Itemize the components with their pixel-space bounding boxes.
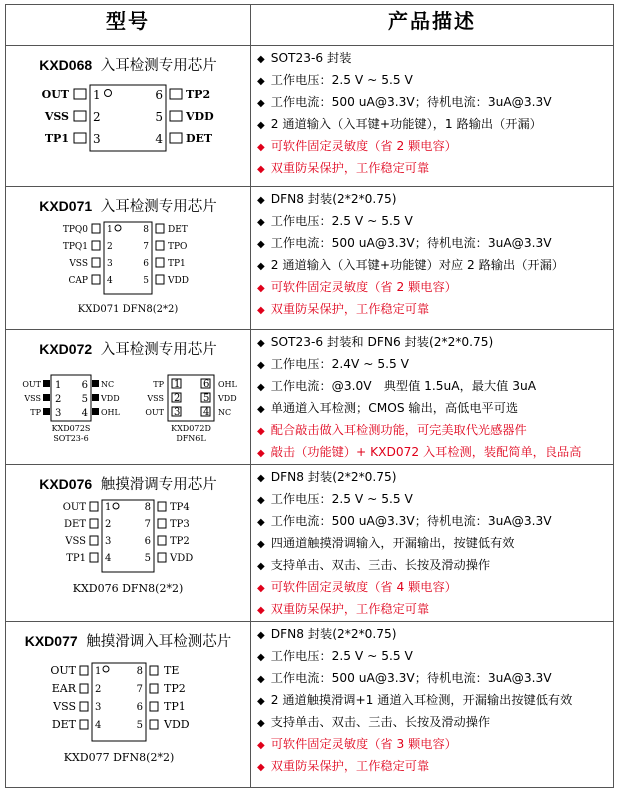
header-description: 产品描述 bbox=[251, 5, 614, 46]
chip-title bbox=[6, 473, 250, 494]
feature-item bbox=[257, 277, 613, 299]
bullet-icon: ◆ bbox=[257, 54, 265, 65]
feature-text: 单通道入耳检测；CMOS 输出，高低电平可选 bbox=[270, 401, 519, 415]
pin-label: DET bbox=[51, 718, 76, 731]
feature-item bbox=[257, 398, 613, 420]
bullet-icon: ◆ bbox=[257, 473, 265, 484]
bullet-icon: ◆ bbox=[257, 605, 265, 616]
pin-label: TPQ1 bbox=[62, 242, 88, 252]
feature-text: 工作电流：500 uA@3.3V；待机电流：3uA@3.3V bbox=[270, 514, 552, 528]
feature-item bbox=[257, 555, 613, 577]
feature-item bbox=[257, 158, 613, 180]
feature-text: 可软件固定灵敏度（省 2 颗电容） bbox=[270, 139, 457, 153]
feature-text: SOT23-6 封装 bbox=[270, 51, 352, 65]
feature-text: 工作电流：500 uA@3.3V；待机电流：3uA@3.3V bbox=[270, 671, 552, 685]
feature-item bbox=[257, 489, 613, 511]
bullet-icon: ◆ bbox=[257, 426, 265, 437]
pin-number: 7 bbox=[144, 519, 151, 530]
bullet-icon: ◆ bbox=[257, 360, 265, 371]
feature-text: 配合敲击做入耳检测功能，可完美取代光感器件 bbox=[270, 423, 527, 437]
pin1-marker bbox=[115, 225, 121, 231]
feature-list bbox=[257, 48, 613, 180]
feature-item bbox=[257, 756, 613, 778]
feature-text: SOT23-6 封装和 DFN6 封装(2*2*0.75) bbox=[270, 335, 494, 349]
pinout-diagram-kxd068 bbox=[6, 75, 249, 175]
bullet-icon: ◆ bbox=[257, 195, 265, 206]
bullet-icon: ◆ bbox=[257, 740, 265, 751]
package-caption: SOT23-6 bbox=[53, 434, 89, 443]
bullet-icon: ◆ bbox=[257, 261, 265, 272]
pin-label: NC bbox=[218, 408, 232, 417]
pin-number: 1 bbox=[107, 225, 113, 235]
bullet-icon: ◆ bbox=[257, 674, 265, 685]
feature-item bbox=[257, 354, 613, 376]
pinout-diagram-kxd077 bbox=[6, 651, 249, 771]
feature-item bbox=[257, 668, 613, 690]
bullet-icon: ◆ bbox=[257, 539, 265, 550]
pin-label: OHL bbox=[101, 408, 120, 417]
pin-number: 3 bbox=[93, 132, 101, 146]
pin-label: TP2 bbox=[186, 88, 211, 101]
bullet-icon: ◆ bbox=[257, 217, 265, 228]
chip-model-cell bbox=[6, 622, 251, 788]
feature-text: 双重防呆保护，工作稳定可靠 bbox=[270, 302, 430, 316]
package-caption: KXD077 DFN8(2*2) bbox=[63, 751, 175, 764]
feature-item bbox=[257, 376, 613, 398]
part-description: 触摸滑调专用芯片 bbox=[100, 477, 217, 493]
pinout-diagram-kxd072 bbox=[6, 359, 249, 459]
feature-item bbox=[257, 646, 613, 668]
feature-item bbox=[257, 233, 613, 255]
pin-label: CAP bbox=[68, 276, 88, 286]
feature-item bbox=[257, 48, 613, 70]
pin-number: 5 bbox=[155, 110, 163, 124]
chip-title bbox=[6, 338, 250, 359]
feature-item bbox=[257, 211, 613, 233]
feature-text: 双重防呆保护，工作稳定可靠 bbox=[270, 759, 430, 773]
pin-number: 1 bbox=[93, 88, 101, 102]
feature-text: 工作电压：2.5 V ~ 5.5 V bbox=[270, 649, 413, 663]
pin-number: 6 bbox=[136, 702, 143, 713]
bullet-icon: ◆ bbox=[257, 561, 265, 572]
feature-item bbox=[257, 533, 613, 555]
pin-number: 2 bbox=[107, 242, 113, 252]
feature-text: 可软件固定灵敏度（省 4 颗电容） bbox=[270, 580, 457, 594]
feature-item bbox=[257, 690, 613, 712]
pin-number: 5 bbox=[143, 276, 149, 286]
feature-text: 工作电压：2.5 V ~ 5.5 V bbox=[270, 214, 413, 228]
feature-list bbox=[257, 332, 613, 464]
pin-number: 7 bbox=[136, 684, 143, 695]
package-caption: KXD072S bbox=[51, 424, 91, 433]
pin-number: 3 bbox=[95, 702, 102, 713]
feature-item bbox=[257, 624, 613, 646]
feature-item bbox=[257, 420, 613, 442]
header-model: 型号 bbox=[6, 5, 251, 46]
pin-number: 6 bbox=[143, 259, 149, 269]
pin-label: NC bbox=[101, 380, 115, 389]
feature-text: 工作电压：2.5 V ~ 5.5 V bbox=[270, 492, 413, 506]
pin-label: TP1 bbox=[66, 553, 86, 564]
bullet-icon: ◆ bbox=[257, 382, 265, 393]
feature-text: 四通道触摸滑调输入，开漏输出，按键低有效 bbox=[270, 536, 515, 550]
package-caption: DFN6L bbox=[176, 434, 206, 443]
bullet-icon: ◆ bbox=[257, 305, 265, 316]
bullet-icon: ◆ bbox=[257, 583, 265, 594]
bullet-icon: ◆ bbox=[257, 517, 265, 528]
feature-item bbox=[257, 599, 613, 621]
bullet-icon: ◆ bbox=[257, 630, 265, 641]
pin-label: OUT bbox=[50, 664, 76, 677]
pin-number: 2 bbox=[95, 684, 102, 695]
pin-label: TP2 bbox=[170, 536, 190, 547]
feature-item bbox=[257, 712, 613, 734]
pin-number: 8 bbox=[136, 666, 143, 677]
pin-label: VSS bbox=[53, 700, 76, 713]
pin-number: 4 bbox=[203, 407, 210, 418]
feature-text: 敲击（功能键）+ KXD072 入耳检测，装配简单，良品高 bbox=[270, 445, 582, 459]
chip-title bbox=[6, 54, 250, 75]
feature-list bbox=[257, 467, 613, 621]
pin-label: VDD bbox=[168, 276, 189, 286]
bullet-icon: ◆ bbox=[257, 98, 265, 109]
feature-item bbox=[257, 92, 613, 114]
package-caption: KXD072D bbox=[171, 424, 211, 433]
pin-label: TP bbox=[153, 380, 164, 389]
pin-number: 4 bbox=[155, 132, 163, 146]
pin-label: TP bbox=[30, 408, 41, 417]
bullet-icon: ◆ bbox=[257, 120, 265, 131]
pin-label: DET bbox=[168, 225, 188, 235]
pin-label: VSS bbox=[69, 259, 88, 269]
pin-number: 8 bbox=[143, 225, 149, 235]
pin-number: 1 bbox=[55, 380, 62, 391]
pin-label: VSS bbox=[44, 110, 69, 123]
pin-label: TP1 bbox=[168, 259, 186, 269]
pin-label: EAR bbox=[51, 682, 76, 695]
bullet-icon: ◆ bbox=[257, 448, 265, 459]
pin-number: 4 bbox=[105, 553, 112, 564]
bullet-icon: ◆ bbox=[257, 164, 265, 175]
feature-item bbox=[257, 299, 613, 321]
bullet-icon: ◆ bbox=[257, 652, 265, 663]
chip-features-cell bbox=[251, 622, 614, 788]
pin-number: 5 bbox=[144, 553, 151, 564]
part-description: 触摸滑调入耳检测芯片 bbox=[86, 634, 232, 650]
header-row bbox=[6, 5, 614, 46]
pin-number: 6 bbox=[144, 536, 151, 547]
product-table bbox=[5, 4, 614, 788]
bullet-icon: ◆ bbox=[257, 495, 265, 506]
chip-model-cell bbox=[6, 46, 251, 187]
chip-row-kxd076 bbox=[6, 465, 614, 622]
pin-number: 2 bbox=[105, 519, 112, 530]
feature-item bbox=[257, 442, 613, 464]
chip-row-kxd068 bbox=[6, 46, 614, 187]
pin-label: TP1 bbox=[164, 700, 186, 713]
part-description: 入耳检测专用芯片 bbox=[100, 58, 217, 74]
feature-text: 工作电流：500 uA@3.3V；待机电流：3uA@3.3V bbox=[270, 95, 552, 109]
chip-row-kxd071 bbox=[6, 187, 614, 330]
pin-label: OUT bbox=[41, 88, 69, 101]
pin-label: TE bbox=[164, 664, 180, 677]
pin-number: 7 bbox=[143, 242, 149, 252]
feature-item bbox=[257, 114, 613, 136]
pin-number: 2 bbox=[174, 393, 181, 404]
pin-label: VDD bbox=[164, 718, 190, 731]
bullet-icon: ◆ bbox=[257, 338, 265, 349]
bullet-icon: ◆ bbox=[257, 404, 265, 415]
feature-text: DFN8 封装(2*2*0.75) bbox=[270, 192, 397, 206]
part-number: KXD068 bbox=[39, 57, 93, 73]
pin-label: OHL bbox=[218, 380, 237, 389]
pin-number: 3 bbox=[174, 407, 181, 418]
feature-text: 工作电压：2.4V ~ 5.5 V bbox=[270, 357, 409, 371]
feature-text: 工作电流：@3.0V 典型值 1.5uA，最大值 3uA bbox=[270, 379, 537, 393]
pin1-marker bbox=[103, 666, 109, 672]
pin-label: VDD bbox=[101, 394, 120, 403]
pin-label: VSS bbox=[24, 394, 41, 403]
pin-label: TP3 bbox=[170, 519, 190, 530]
package-caption: KXD076 DFN8(2*2) bbox=[72, 582, 184, 595]
pin-number: 5 bbox=[136, 720, 143, 731]
pin-number: 8 bbox=[144, 502, 151, 513]
pin-number: 6 bbox=[203, 379, 210, 390]
pin-label: TP1 bbox=[44, 132, 69, 145]
bullet-icon: ◆ bbox=[257, 76, 265, 87]
feature-item bbox=[257, 332, 613, 354]
pinout-diagram-kxd071 bbox=[6, 216, 249, 324]
pin-label: TP4 bbox=[170, 502, 190, 513]
pin-label: TPO bbox=[168, 242, 188, 252]
feature-text: 双重防呆保护，工作稳定可靠 bbox=[270, 602, 430, 616]
pin-label: OUT bbox=[62, 502, 86, 513]
feature-item bbox=[257, 734, 613, 756]
pin-number: 6 bbox=[155, 88, 163, 102]
feature-item bbox=[257, 70, 613, 92]
pin-number: 6 bbox=[81, 380, 88, 391]
feature-text: 2 通道触摸滑调+1 通道入耳检测，开漏输出按键低有效 bbox=[270, 693, 573, 707]
package-caption: KXD071 DFN8(2*2) bbox=[77, 304, 179, 315]
pin-label: VSS bbox=[65, 536, 86, 547]
feature-item bbox=[257, 136, 613, 158]
pin-label: TP2 bbox=[164, 682, 186, 695]
pin-label: OUT bbox=[22, 380, 41, 389]
feature-text: 支持单击、双击、三击、长按及滑动操作 bbox=[270, 558, 491, 572]
feature-item bbox=[257, 255, 613, 277]
pinout-diagram-kxd076 bbox=[6, 494, 249, 604]
pin-number: 4 bbox=[95, 720, 102, 731]
chip-model-cell bbox=[6, 187, 251, 330]
feature-text: DFN8 封装(2*2*0.75) bbox=[270, 470, 397, 484]
feature-text: 支持单击、双击、三击、长按及滑动操作 bbox=[270, 715, 491, 729]
bullet-icon: ◆ bbox=[257, 239, 265, 250]
pin-number: 5 bbox=[81, 394, 88, 405]
pin-label: TPQ0 bbox=[62, 225, 88, 235]
pin-number: 4 bbox=[107, 276, 113, 286]
pin-label: VSS bbox=[147, 394, 164, 403]
pin-label: OUT bbox=[145, 408, 164, 417]
pin-number: 5 bbox=[203, 393, 210, 404]
chip-row-kxd072 bbox=[6, 330, 614, 465]
feature-text: 双重防呆保护，工作稳定可靠 bbox=[270, 161, 430, 175]
pin-number: 4 bbox=[81, 408, 88, 419]
bullet-icon: ◆ bbox=[257, 142, 265, 153]
part-number: KXD071 bbox=[39, 198, 93, 214]
feature-list bbox=[257, 189, 613, 321]
part-description: 入耳检测专用芯片 bbox=[100, 199, 217, 215]
feature-text: DFN8 封装(2*2*0.75) bbox=[270, 627, 397, 641]
part-number: KXD072 bbox=[39, 341, 93, 357]
feature-item bbox=[257, 467, 613, 489]
pin-label: VDD bbox=[218, 394, 237, 403]
pin1-marker bbox=[113, 503, 119, 509]
pin-label: DET bbox=[64, 519, 86, 530]
pin-label: DET bbox=[186, 132, 213, 145]
feature-item bbox=[257, 189, 613, 211]
pin-number: 2 bbox=[55, 394, 62, 405]
feature-item bbox=[257, 577, 613, 599]
feature-text: 工作电压：2.5 V ~ 5.5 V bbox=[270, 73, 413, 87]
pin-number: 1 bbox=[105, 502, 112, 513]
chip-features-cell bbox=[251, 465, 614, 622]
chip-features-cell bbox=[251, 46, 614, 187]
chip-row-kxd077 bbox=[6, 622, 614, 788]
feature-item bbox=[257, 511, 613, 533]
pin-label: VDD bbox=[170, 553, 194, 564]
feature-text: 可软件固定灵敏度（省 3 颗电容） bbox=[270, 737, 457, 751]
chip-title bbox=[6, 195, 250, 216]
pin-number: 3 bbox=[107, 259, 113, 269]
feature-text: 可软件固定灵敏度（省 2 颗电容） bbox=[270, 280, 457, 294]
chip-title bbox=[6, 630, 250, 651]
part-number: KXD077 bbox=[24, 633, 78, 649]
bullet-icon: ◆ bbox=[257, 283, 265, 294]
pin-number: 3 bbox=[105, 536, 112, 547]
part-description: 入耳检测专用芯片 bbox=[100, 342, 217, 358]
feature-text: 2 通道输入（入耳键+功能键）对应 2 路输出（开漏） bbox=[270, 258, 564, 272]
bullet-icon: ◆ bbox=[257, 696, 265, 707]
chip-model-cell bbox=[6, 465, 251, 622]
pin1-marker bbox=[105, 90, 112, 97]
pin-number: 3 bbox=[55, 408, 62, 419]
part-number: KXD076 bbox=[39, 476, 93, 492]
pin-number: 1 bbox=[95, 666, 102, 677]
pin-number: 1 bbox=[174, 379, 181, 390]
pin-label: VDD bbox=[186, 110, 214, 123]
pin-number: 2 bbox=[93, 110, 101, 124]
bullet-icon: ◆ bbox=[257, 762, 265, 773]
feature-text: 2 通道输入（入耳键+功能键），1 路输出（开漏） bbox=[270, 117, 542, 131]
chip-features-cell bbox=[251, 187, 614, 330]
chip-features-cell bbox=[251, 330, 614, 465]
bullet-icon: ◆ bbox=[257, 718, 265, 729]
chip-model-cell bbox=[6, 330, 251, 465]
feature-list bbox=[257, 624, 613, 778]
feature-text: 工作电流：500 uA@3.3V；待机电流：3uA@3.3V bbox=[270, 236, 552, 250]
